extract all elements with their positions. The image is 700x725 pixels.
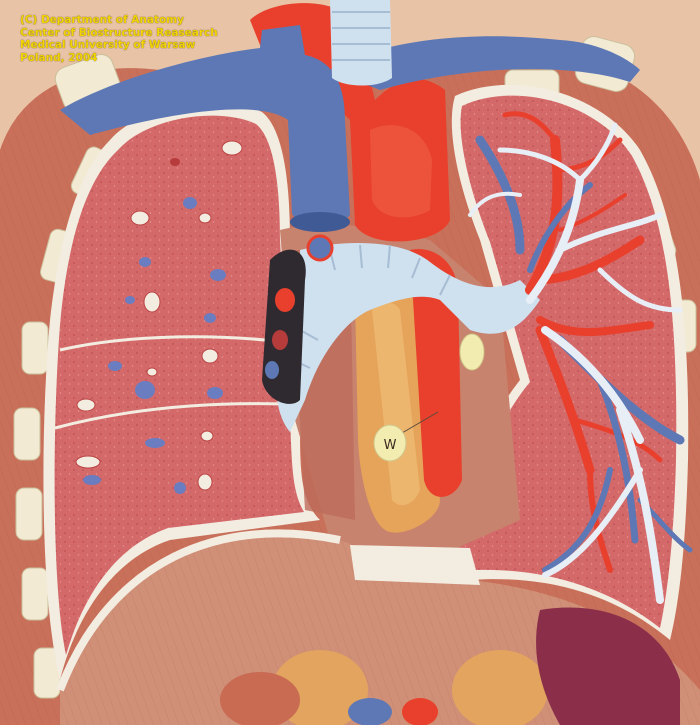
vena-cava-opening [290, 212, 350, 232]
watermark-line-1: (C) Department of Anatomy [20, 14, 184, 26]
central-tendon [350, 545, 480, 585]
watermark-line-2: Center of Biostructure Reasearch [20, 26, 218, 39]
watermark-line-4: Poland, 2004 [20, 51, 98, 64]
label-tag-bronchus [460, 334, 484, 370]
label-tag-text: W [383, 438, 397, 453]
watermark-line-3: Medical University of Warsaw [20, 39, 196, 51]
copyright-watermark [20, 14, 218, 64]
